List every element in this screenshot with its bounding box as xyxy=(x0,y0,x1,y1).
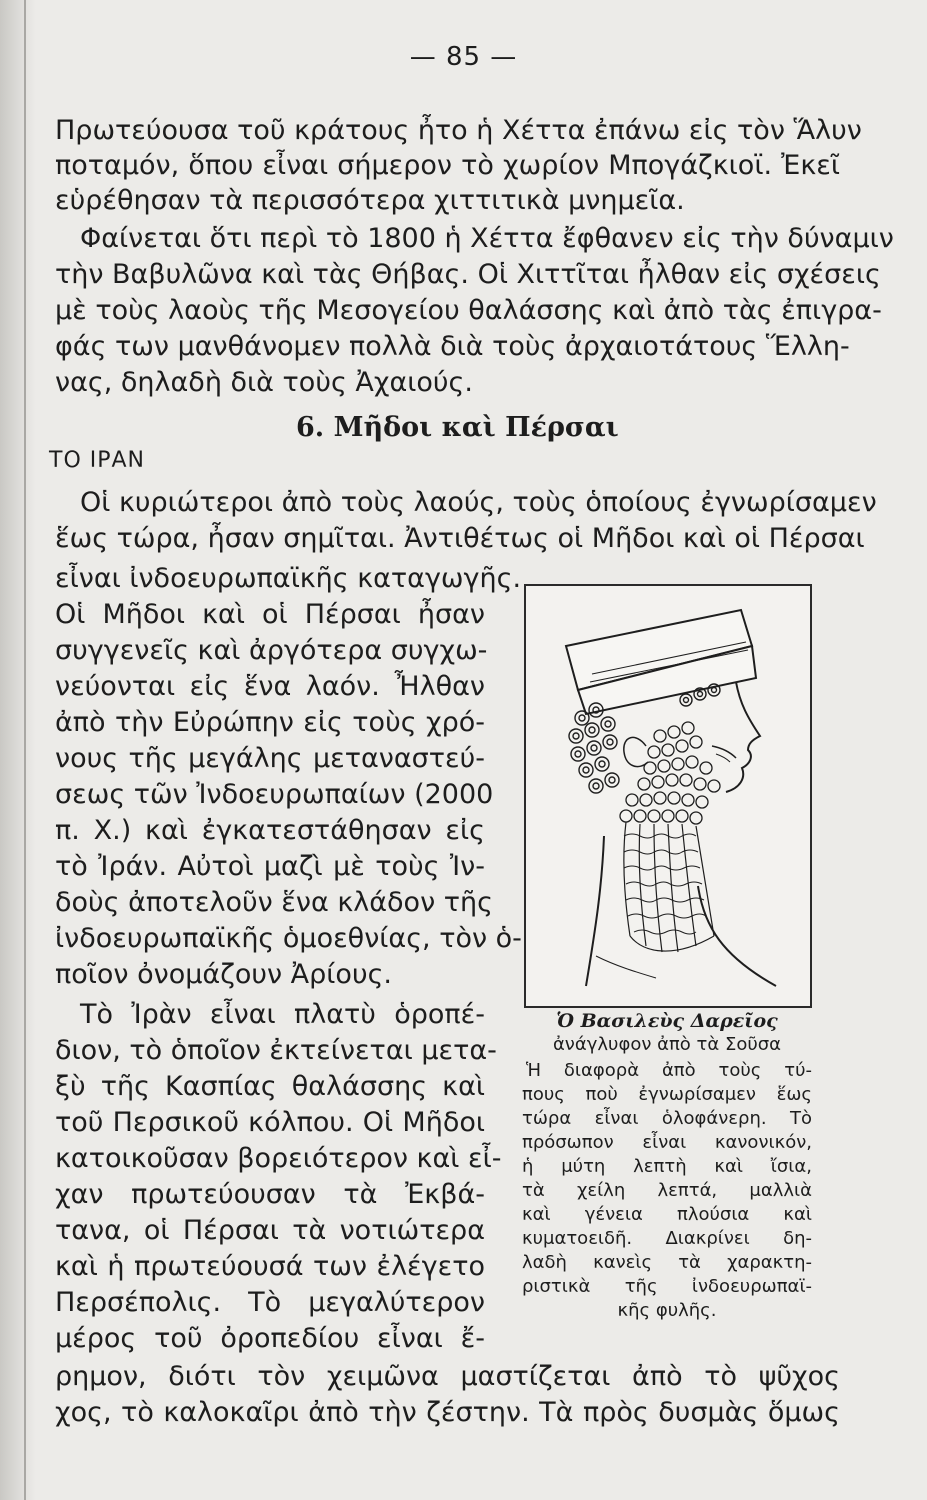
figure-caption-line: Ἡ διαφορὰ ἀπὸ τοὺς τύ- xyxy=(526,1060,812,1081)
figure-caption-line: τώρα εἶναι ὁλοφάνερη. Τὸ xyxy=(522,1108,812,1129)
text-line: συγγενεῖς καὶ ἀργότερα συγχω- xyxy=(55,635,488,666)
text-line: Τὸ Ἰρὰν εἶναι πλατὺ ὁροπέ- xyxy=(80,999,485,1030)
text-line: ποταμόν, ὅπου εἶναι σήμερον τὸ χωρίον Μπογάζκιοϊ. Ἐκεῖ xyxy=(55,150,840,181)
text-line: μὲ τοὺς λαοὺς τῆς Μεσογείου θαλάσσης καὶ ἀπὸ τὰς ἐπιγρα- xyxy=(55,295,882,326)
text-line: ποῖον ὀνομάζουν Ἀρίους. xyxy=(55,959,392,990)
figure-caption-line: πρόσωπον εἶναι κανονικόν, xyxy=(522,1132,812,1153)
page-edge-shadow xyxy=(0,0,36,1500)
text-line: κατοικοῦσαν βορειότερον καὶ εἶ- xyxy=(55,1143,502,1174)
figure-caption-line: πους ποὺ ἐγνωρίσαμεν ἕως xyxy=(522,1084,812,1105)
figure-title: Ὁ Βασιλεὺς Δαρεῖος xyxy=(556,1010,778,1032)
text-line: νας, δηλαδὴ διὰ τοὺς Ἀχαιούς. xyxy=(55,367,473,398)
text-line: τὸ Ἰράν. Αὐτοὶ μαζὶ μὲ τοὺς Ἰν- xyxy=(55,851,485,882)
text-line: ρημον, διότι τὸν χειμῶνα μαστίζεται ἀπὸ τὸ ψῦχος xyxy=(55,1361,840,1392)
figure-caption-line: λαδὴ κανεὶς τὰ χαρακτη- xyxy=(522,1252,812,1273)
text-line: ἀπὸ τὴν Εὐρώπην εἰς τοὺς χρό- xyxy=(55,707,485,738)
figure-caption-line: ἀνάγλυφον ἀπὸ τὰ Σοῦσα xyxy=(552,1034,782,1055)
gutter-line xyxy=(24,0,26,1500)
figure-caption-line: τὰ χείλη λεπτά, μαλλιὰ xyxy=(522,1180,812,1201)
text-line: ξὺ τῆς Κασπίας θαλάσσης καὶ xyxy=(55,1071,485,1102)
text-line: διον, τὸ ὁποῖον ἐκτείνεται μετα- xyxy=(55,1035,497,1066)
text-line: εὑρέθησαν τὰ περισσότερα χιττιτικὰ μνημεῖα. xyxy=(55,185,685,216)
section-heading: 6. Μῆδοι καὶ Πέρσαι xyxy=(296,412,619,443)
figure-caption-line: καὶ γένεια πλούσια καὶ xyxy=(522,1204,812,1225)
text-line: ἰνδοευρωπαϊκῆς ὁμοεθνίας, τὸν ὁ- xyxy=(55,923,522,954)
text-line: νεύονται εἰς ἕνα λαόν. Ἦλθαν xyxy=(55,671,485,702)
text-line: χος, τὸ καλοκαῖρι ἀπὸ τὴν ζέστην. Τὰ πρὸς δυσμὰς ὅμως xyxy=(55,1397,840,1428)
figure-caption-line: ἡ μύτη λεπτὴ καὶ ἴσια, xyxy=(522,1156,812,1177)
text-line: Οἱ κυριώτεροι ἀπὸ τοὺς λαούς, τοὺς ὁποίους ἐγνωρίσαμεν xyxy=(80,487,877,518)
text-line: τανα, οἱ Πέρσαι τὰ νοτιώτερα xyxy=(55,1215,485,1246)
page-number: — 85 — xyxy=(409,42,518,72)
figure-caption-line: ριστικὰ τῆς ἰνδοευρωπαϊ- xyxy=(522,1276,812,1297)
margin-note: ΤΟ ΙΡΑΝ xyxy=(49,448,146,473)
text-line: Περσέπολις. Τὸ μεγαλύτερον xyxy=(55,1287,485,1318)
text-line: τὴν Βαβυλῶνα καὶ τὰς Θήβας. Οἱ Χιττῖται ἦλθαν εἰς σχέσεις xyxy=(55,259,881,290)
text-line: δοὺς ἀποτελοῦν ἕνα κλάδον τῆς xyxy=(55,887,493,918)
text-line: π. Χ.) καὶ ἐγκατεστάθησαν εἰς xyxy=(55,815,485,846)
text-line: Φαίνεται ὅτι περὶ τὸ 1800 ἡ Χέττα ἔφθανεν εἰς τὴν δύναμιν xyxy=(80,223,894,254)
text-line: μέρος τοῦ ὀροπεδίου εἶναι ἔ- xyxy=(55,1323,485,1354)
figure-caption-line: κῆς φυλῆς. xyxy=(617,1300,717,1321)
figure-caption-line: κυματοειδῆ. Διακρίνει δη- xyxy=(522,1228,812,1249)
text-line: νους τῆς μεγάλης μεταναστεύ- xyxy=(55,743,485,774)
text-line: χαν πρωτεύουσαν τὰ Ἐκβά- xyxy=(55,1179,485,1210)
text-line: φάς των μανθάνομεν πολλὰ διὰ τοὺς ἀρχαιοτάτους Ἕλλη- xyxy=(55,331,850,362)
text-line: σεως τῶν Ἰνδοευρωπαίων (2000 xyxy=(55,779,494,810)
text-line: Πρωτεύουσα τοῦ κράτους ἦτο ἡ Χέττα ἐπάνω εἰς τὸν Ἅλυν xyxy=(55,115,862,146)
text-line: καὶ ἡ πρωτεύουσά των ἐλέγετο xyxy=(55,1251,485,1282)
text-line: τοῦ Περσικοῦ κόλπου. Οἱ Μῆδοι xyxy=(55,1107,485,1138)
text-line: ἕως τώρα, ἦσαν σημῖται. Ἀντιθέτως οἱ Μῆδοι καὶ οἱ Πέρσαι xyxy=(55,523,865,554)
text-line: Οἱ Μῆδοι καὶ οἱ Πέρσαι ἦσαν xyxy=(55,599,485,630)
text-line: εἶναι ἰνδοευρωπαϊκῆς καταγωγῆς. xyxy=(55,563,522,594)
darius-relief-illustration xyxy=(524,584,812,1008)
